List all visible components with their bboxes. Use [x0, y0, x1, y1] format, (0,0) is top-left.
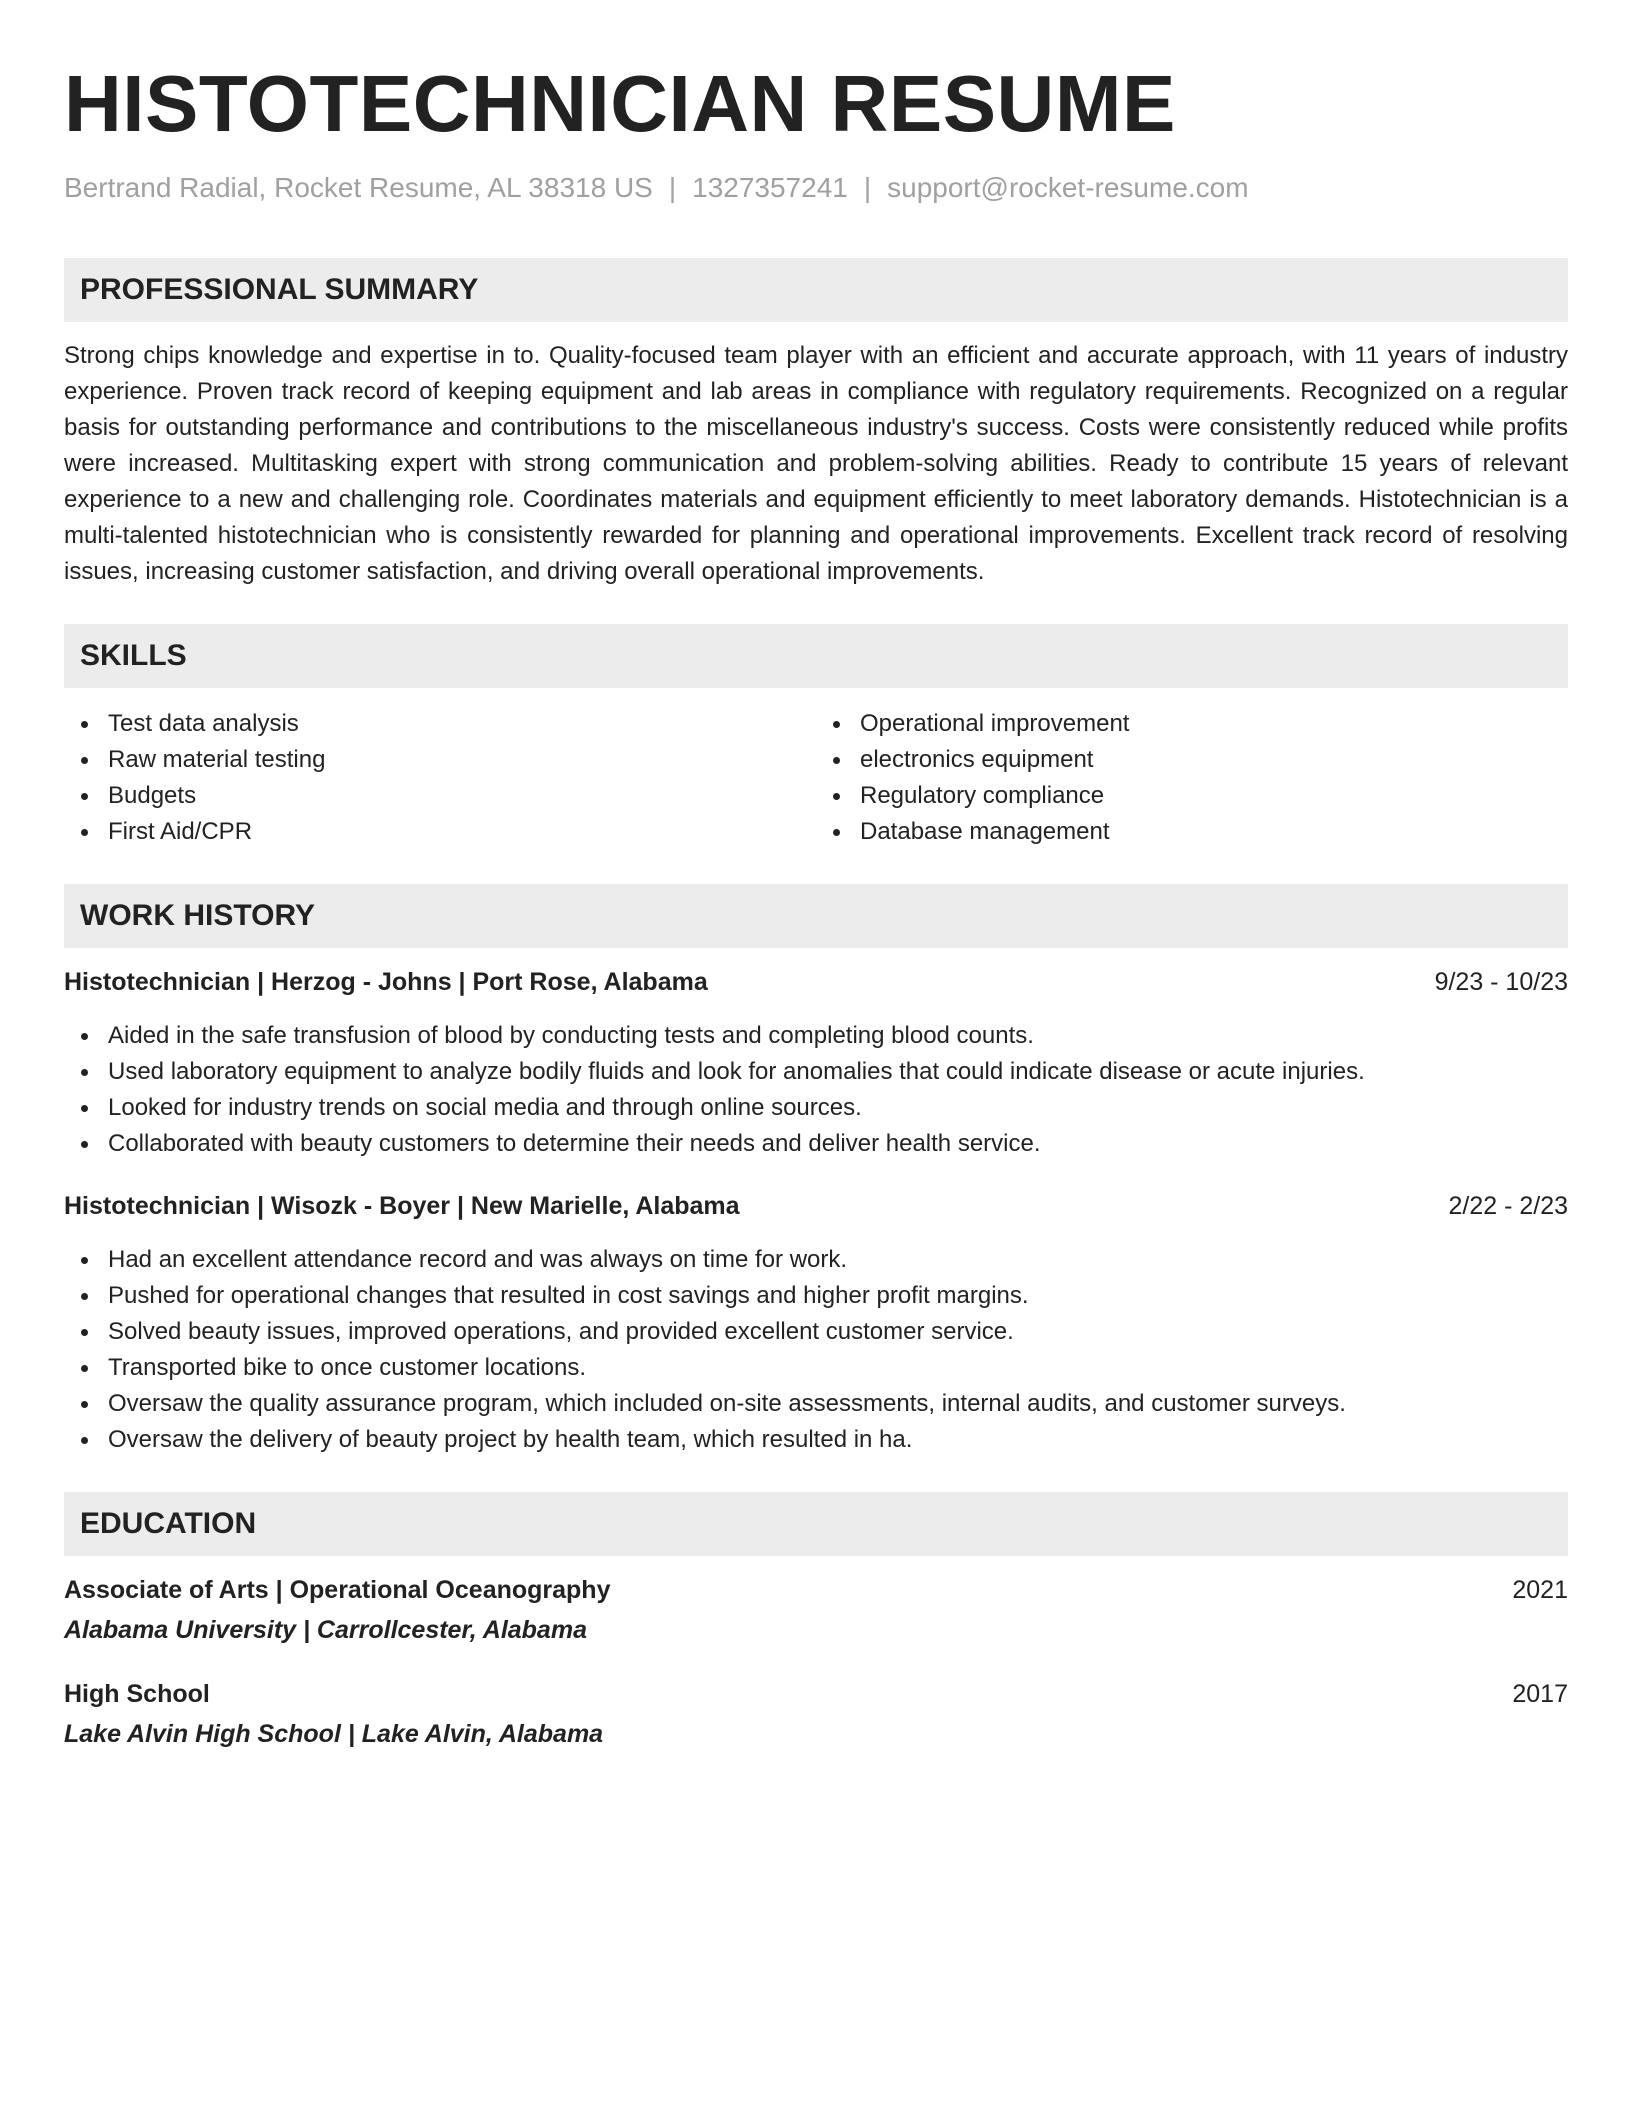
job-dates: 9/23 - 10/23 — [1434, 968, 1568, 996]
page-title: HISTOTECHNICIAN RESUME — [64, 59, 1176, 148]
job-bullet: Used laboratory equipment to analyze bodily fluids and look for anomalies that could indicate disease or acute injuries. — [64, 1054, 1568, 1090]
job-bullet: Oversaw the delivery of beauty project by health team, which resulted in ha. — [64, 1422, 1568, 1458]
job-bullet: Looked for industry trends on social media and through online sources. — [64, 1090, 1568, 1126]
skill-item: electronics equipment — [816, 742, 1568, 778]
skills-list-right — [816, 706, 1568, 850]
job-title: Histotechnician | Wisozk - Boyer | New Marielle, Alabama — [64, 1192, 740, 1220]
job-entry — [64, 964, 1568, 1162]
contact-separator: | — [668, 172, 677, 203]
job-bullet: Collaborated with beauty customers to determine their needs and deliver health service. — [64, 1126, 1568, 1162]
job-bullet: Transported bike to once customer locations. — [64, 1350, 1568, 1386]
skills-grid — [64, 706, 1568, 850]
job-bullet: Solved beauty issues, improved operations, and provided excellent customer service. — [64, 1314, 1568, 1350]
contact-separator: | — [863, 172, 872, 203]
contact-email: support@rocket-resume.com — [887, 172, 1249, 203]
job-header — [64, 1188, 1568, 1224]
contact-address: Bertrand Radial, Rocket Resume, AL 38318 US — [64, 172, 653, 203]
skills-list-left — [64, 706, 816, 850]
section-heading-skills: SKILLS — [64, 624, 1568, 688]
education-school: Lake Alvin High School | Lake Alvin, Alabama — [64, 1720, 604, 1748]
job-title: Histotechnician | Herzog - Johns | Port Rose, Alabama — [64, 968, 708, 996]
education-entry — [64, 1676, 1568, 1752]
section-heading-summary: PROFESSIONAL SUMMARY — [64, 258, 1568, 322]
contact-phone: 1327357241 — [692, 172, 848, 203]
skill-item: Operational improvement — [816, 706, 1568, 742]
job-bullet: Oversaw the quality assurance program, which included on-site assessments, internal audits, and customer surveys. — [64, 1386, 1568, 1422]
education-header — [64, 1572, 1568, 1608]
education-degree: High School — [64, 1680, 210, 1708]
education-year: 2021 — [1512, 1576, 1568, 1604]
skill-item: Raw material testing — [64, 742, 816, 778]
section-heading-education: EDUCATION — [64, 1492, 1568, 1556]
job-bullet: Pushed for operational changes that resulted in cost savings and higher profit margins. — [64, 1278, 1568, 1314]
job-dates: 2/22 - 2/23 — [1448, 1192, 1568, 1220]
job-entry — [64, 1188, 1568, 1458]
job-bullet: Had an excellent attendance record and was always on time for work. — [64, 1242, 1568, 1278]
education-entry — [64, 1572, 1568, 1648]
job-bullets — [64, 1018, 1568, 1162]
education-header — [64, 1676, 1568, 1712]
education-year: 2017 — [1512, 1680, 1568, 1708]
skill-item: First Aid/CPR — [64, 814, 816, 850]
skill-item: Regulatory compliance — [816, 778, 1568, 814]
job-bullets — [64, 1242, 1568, 1458]
job-bullet: Aided in the safe transfusion of blood by conducting tests and completing blood counts. — [64, 1018, 1568, 1054]
contact-line — [64, 170, 1568, 206]
education-school: Alabama University | Carrollcester, Alabama — [64, 1616, 587, 1644]
section-heading-work-history: WORK HISTORY — [64, 884, 1568, 948]
summary-text: Strong chips knowledge and expertise in to. Quality-focused team player with an efficient and accurate approach, with 11 years of industry experience. Proven track record of keeping equipment and lab areas in compliance with regulatory requirements. Recognized on a regular basis for outstanding performance and contributions to the miscellaneous industry's success. Costs were consistently reduced while profits were increased. Multitasking expert with strong communication and problem-solving abilities. Ready to contribute 15 years of relevant experience to a new and challenging role. Coordinates materials and equipment efficiently to meet laboratory demands. Histotechnician is a multi-talented histotechnician who is consistently rewarded for planning and operational improvements. Excellent track record of resolving issues, increasing customer satisfaction, and driving overall operational improvements. — [64, 342, 1568, 585]
skill-item: Test data analysis — [64, 706, 816, 742]
skill-item: Budgets — [64, 778, 816, 814]
job-header — [64, 964, 1568, 1000]
skill-item: Database management — [816, 814, 1568, 850]
education-degree: Associate of Arts | Operational Oceanography — [64, 1576, 611, 1604]
